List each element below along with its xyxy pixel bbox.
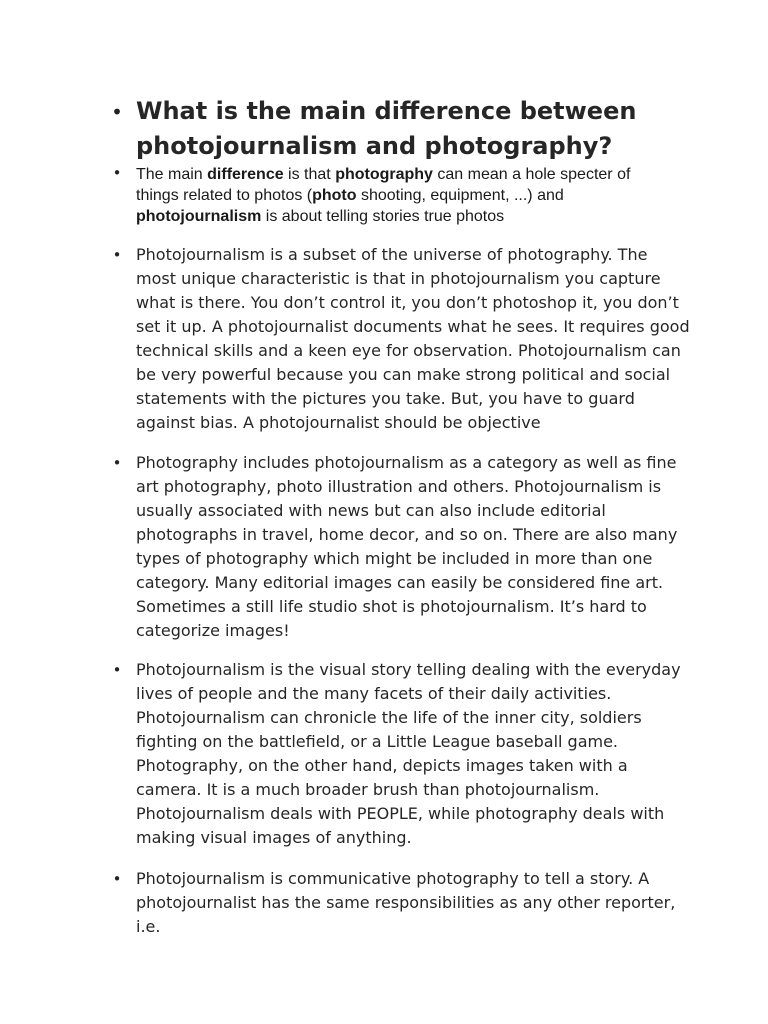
bold-term-photojournalism: photojournalism bbox=[136, 208, 262, 225]
bullet-icon: • bbox=[112, 246, 122, 264]
paragraph-text: Photojournalism is communicative photography to tell a story. A photojournalist has the same responsibilities as any other reporter, i.e. bbox=[136, 869, 676, 936]
bold-term-difference: difference bbox=[207, 166, 284, 183]
paragraph-text: Photography includes photojournalism as a category as well as fine art photography, photo illustration and others. Photojournalism is usually associated with news but can also include editorial photographs in travel, home decor, and so on. There are also many types of photography which might be included in more than one category. Many editorial images can easily be considered fine art. Sometimes a still life studio shot is photojournalism. It’s hard to categorize images! bbox=[136, 453, 678, 640]
bullet-icon: • bbox=[112, 870, 122, 888]
question-heading: What is the main difference between photojournalism and photography? bbox=[136, 97, 637, 160]
intro-text: is about telling stories true photos bbox=[261, 208, 505, 225]
intro-paragraph bbox=[136, 164, 676, 227]
intro-text: shooting, equipment, ...) and bbox=[356, 187, 564, 204]
paragraph-text: Photojournalism is the visual story telling dealing with the everyday lives of people and the many facets of their daily activities. Photojournalism can chronicle the life of the inner city, soldiers fighting on the battlefield, or a Little League baseball game. Photography, on the other hand, depicts images taken with a camera. It is a much broader brush than photojournalism. Photojournalism deals with PEOPLE, while photography deals with making visual images of anything. bbox=[136, 660, 681, 847]
bullet-icon: • bbox=[112, 164, 122, 182]
bullet-icon: • bbox=[112, 661, 122, 679]
bullet-icon: • bbox=[112, 454, 122, 472]
bold-term-photography: photography bbox=[335, 166, 433, 183]
intro-text: The main bbox=[136, 166, 208, 183]
intro-text: can mean a hole specter of things related to photos ( bbox=[136, 166, 631, 204]
intro-text: is that bbox=[283, 166, 336, 183]
bullet-icon: • bbox=[111, 100, 123, 124]
paragraph-text: Photojournalism is a subset of the universe of photography. The most unique characteristic is that in photojournalism you capture what is there. You don’t control it, you don’t photoshop it, you don’t set it up. A photojournalist documents what he sees. It requires good technical skills and a keen eye for observation. Photojournalism can be very powerful because you can make strong political and social statements with the pictures you take. But, you have to guard against bias. A photojournalist should be objective bbox=[136, 245, 690, 432]
bold-term-photo: photo bbox=[312, 187, 357, 204]
